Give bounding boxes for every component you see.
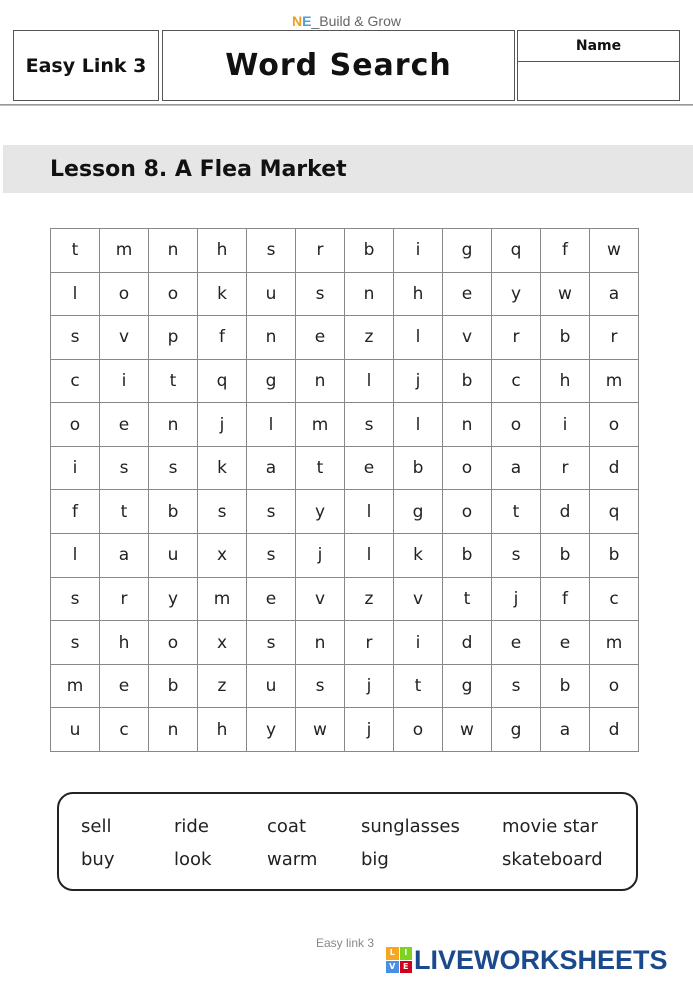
grid-cell[interactable]: y — [492, 273, 541, 317]
word-bank-item: movie star — [502, 816, 598, 837]
grid-cell[interactable]: i — [394, 229, 443, 273]
grid-cell[interactable]: e — [247, 578, 296, 622]
grid-cell[interactable]: c — [590, 578, 639, 622]
liveworksheets-icon-tile: V — [386, 961, 399, 974]
grid-cell[interactable]: m — [590, 360, 639, 404]
grid-cell[interactable]: o — [394, 708, 443, 752]
header-divider — [0, 104, 693, 106]
grid-cell[interactable]: b — [394, 447, 443, 491]
grid-cell[interactable]: a — [541, 708, 590, 752]
grid-cell[interactable]: f — [541, 229, 590, 273]
grid-cell[interactable]: k — [198, 447, 247, 491]
grid-cell[interactable]: g — [443, 665, 492, 709]
grid-cell[interactable]: c — [492, 360, 541, 404]
grid-cell[interactable]: q — [492, 229, 541, 273]
word-bank-item: buy — [81, 849, 115, 870]
name-label: Name — [518, 31, 679, 62]
grid-cell[interactable]: h — [198, 708, 247, 752]
grid-cell[interactable]: n — [296, 621, 345, 665]
grid-cell[interactable]: t — [296, 447, 345, 491]
grid-cell[interactable]: s — [247, 621, 296, 665]
grid-cell[interactable]: b — [541, 534, 590, 578]
grid-cell[interactable]: o — [149, 621, 198, 665]
grid-cell[interactable]: q — [590, 490, 639, 534]
grid-cell[interactable]: b — [541, 316, 590, 360]
grid-cell[interactable]: u — [247, 273, 296, 317]
grid-cell[interactable]: b — [149, 490, 198, 534]
grid-cell[interactable]: e — [443, 273, 492, 317]
grid-cell[interactable]: f — [541, 578, 590, 622]
grid-cell[interactable]: e — [100, 403, 149, 447]
grid-cell[interactable]: s — [247, 490, 296, 534]
grid-cell[interactable]: l — [51, 273, 100, 317]
grid-cell[interactable]: j — [394, 360, 443, 404]
grid-cell[interactable]: a — [247, 447, 296, 491]
footer-page-label: Easy link 3 — [316, 936, 375, 950]
grid-cell[interactable]: r — [541, 447, 590, 491]
grid-cell[interactable]: f — [51, 490, 100, 534]
grid-cell[interactable]: v — [443, 316, 492, 360]
grid-cell[interactable]: m — [198, 578, 247, 622]
grid-cell[interactable]: s — [492, 534, 541, 578]
liveworksheets-logo-text: LIVEWORKSHEETS — [414, 944, 668, 975]
grid-cell[interactable]: j — [296, 534, 345, 578]
liveworksheets-icon-tile: E — [400, 961, 413, 974]
grid-cell[interactable]: t — [51, 229, 100, 273]
grid-cell[interactable]: j — [198, 403, 247, 447]
word-bank-item: skateboard — [502, 849, 603, 870]
liveworksheets-icon-tile: I — [400, 947, 413, 960]
grid-cell[interactable]: t — [394, 665, 443, 709]
word-bank — [57, 792, 638, 891]
grid-cell[interactable]: i — [100, 360, 149, 404]
grid-cell[interactable]: h — [100, 621, 149, 665]
grid-cell[interactable]: w — [590, 229, 639, 273]
grid-cell[interactable]: k — [198, 273, 247, 317]
grid-cell[interactable]: e — [541, 621, 590, 665]
grid-cell[interactable]: s — [51, 621, 100, 665]
grid-cell[interactable]: s — [296, 665, 345, 709]
grid-cell[interactable]: r — [590, 316, 639, 360]
grid-cell[interactable]: m — [100, 229, 149, 273]
grid-cell[interactable]: s — [247, 534, 296, 578]
level-label: Easy Link 3 — [25, 54, 147, 77]
brand-ne — [292, 13, 311, 29]
grid-cell[interactable]: n — [443, 403, 492, 447]
grid-cell[interactable]: s — [51, 578, 100, 622]
grid-cell[interactable]: o — [590, 665, 639, 709]
grid-cell[interactable]: l — [51, 534, 100, 578]
grid-cell[interactable]: k — [394, 534, 443, 578]
grid-cell[interactable]: a — [492, 447, 541, 491]
grid-cell[interactable]: b — [443, 534, 492, 578]
grid-cell[interactable]: t — [492, 490, 541, 534]
word-bank-item: warm — [267, 849, 318, 870]
grid-cell[interactable]: l — [394, 403, 443, 447]
word-search-grid — [50, 228, 639, 752]
lesson-banner — [3, 145, 693, 193]
liveworksheets-icon — [386, 947, 412, 973]
level-box — [13, 30, 159, 101]
grid-cell[interactable]: m — [296, 403, 345, 447]
grid-cell[interactable]: j — [492, 578, 541, 622]
grid-cell[interactable]: c — [100, 708, 149, 752]
grid-cell[interactable]: z — [345, 578, 394, 622]
grid-cell[interactable]: l — [247, 403, 296, 447]
grid-cell[interactable]: s — [100, 447, 149, 491]
grid-cell[interactable]: g — [247, 360, 296, 404]
brand-n: N — [292, 13, 303, 29]
word-bank-item: look — [174, 849, 212, 870]
grid-cell[interactable]: z — [345, 316, 394, 360]
grid-cell[interactable]: j — [345, 665, 394, 709]
grid-cell[interactable]: h — [394, 273, 443, 317]
grid-cell[interactable]: m — [590, 621, 639, 665]
grid-cell[interactable]: w — [541, 273, 590, 317]
word-bank-item: sunglasses — [361, 816, 460, 837]
grid-cell[interactable]: f — [198, 316, 247, 360]
grid-cell[interactable]: i — [394, 621, 443, 665]
grid-cell[interactable]: w — [443, 708, 492, 752]
grid-cell[interactable]: b — [590, 534, 639, 578]
grid-cell[interactable]: g — [492, 708, 541, 752]
grid-cell[interactable]: p — [149, 316, 198, 360]
grid-cell[interactable]: r — [492, 316, 541, 360]
grid-cell[interactable]: y — [149, 578, 198, 622]
grid-cell[interactable]: j — [345, 708, 394, 752]
grid-cell[interactable]: d — [443, 621, 492, 665]
grid-cell[interactable]: x — [198, 534, 247, 578]
grid-cell[interactable]: b — [443, 360, 492, 404]
grid-cell[interactable]: s — [492, 665, 541, 709]
brand-tagline: _Build & Grow — [311, 13, 401, 29]
grid-cell[interactable]: u — [51, 708, 100, 752]
grid-cell[interactable]: e — [345, 447, 394, 491]
grid-cell[interactable]: e — [100, 665, 149, 709]
grid-cell[interactable]: r — [345, 621, 394, 665]
grid-cell[interactable]: e — [492, 621, 541, 665]
grid-cell[interactable]: i — [541, 403, 590, 447]
grid-cell[interactable]: s — [296, 273, 345, 317]
grid-cell[interactable]: l — [345, 490, 394, 534]
grid-cell[interactable]: y — [247, 708, 296, 752]
grid-cell[interactable]: t — [100, 490, 149, 534]
page-title: Word Search — [225, 48, 452, 83]
grid-cell[interactable]: o — [100, 273, 149, 317]
grid-cell[interactable]: s — [198, 490, 247, 534]
grid-cell[interactable]: d — [541, 490, 590, 534]
grid-cell[interactable]: x — [198, 621, 247, 665]
grid-cell[interactable]: l — [345, 360, 394, 404]
grid-cell[interactable]: o — [590, 403, 639, 447]
grid-cell[interactable]: e — [296, 316, 345, 360]
grid-cell[interactable]: o — [149, 273, 198, 317]
grid-cell[interactable]: o — [51, 403, 100, 447]
grid-cell[interactable]: n — [345, 273, 394, 317]
grid-cell[interactable]: o — [492, 403, 541, 447]
grid-cell[interactable]: v — [394, 578, 443, 622]
grid-cell[interactable]: h — [198, 229, 247, 273]
word-bank-item: big — [361, 849, 389, 870]
grid-cell[interactable]: t — [149, 360, 198, 404]
grid-cell[interactable]: b — [345, 229, 394, 273]
grid-cell[interactable]: n — [149, 708, 198, 752]
grid-cell[interactable]: o — [443, 490, 492, 534]
grid-cell[interactable]: s — [345, 403, 394, 447]
liveworksheets-icon-tile: L — [386, 947, 399, 960]
grid-cell[interactable]: m — [51, 665, 100, 709]
brand-logo — [0, 13, 693, 29]
grid-cell[interactable]: r — [100, 578, 149, 622]
name-field[interactable] — [518, 62, 679, 100]
grid-cell[interactable]: l — [345, 534, 394, 578]
word-bank-item: ride — [174, 816, 209, 837]
grid-cell[interactable]: t — [443, 578, 492, 622]
grid-cell[interactable]: b — [149, 665, 198, 709]
grid-cell[interactable]: s — [149, 447, 198, 491]
name-box — [517, 30, 680, 101]
grid-cell[interactable]: d — [590, 708, 639, 752]
grid-cell[interactable]: c — [51, 360, 100, 404]
grid-cell[interactable]: r — [296, 229, 345, 273]
grid-cell[interactable]: s — [247, 229, 296, 273]
grid-cell[interactable]: w — [296, 708, 345, 752]
grid-cell[interactable]: u — [247, 665, 296, 709]
grid-cell[interactable]: l — [394, 316, 443, 360]
brand-e: E — [302, 13, 312, 29]
grid-cell[interactable]: a — [590, 273, 639, 317]
grid-cell[interactable]: g — [394, 490, 443, 534]
lesson-title: Lesson 8. A Flea Market — [50, 156, 347, 182]
grid-cell[interactable]: n — [149, 229, 198, 273]
grid-cell[interactable]: u — [149, 534, 198, 578]
grid-cell[interactable]: i — [51, 447, 100, 491]
grid-cell[interactable]: n — [149, 403, 198, 447]
grid-cell[interactable]: d — [590, 447, 639, 491]
grid-cell[interactable]: g — [443, 229, 492, 273]
grid-cell[interactable]: b — [541, 665, 590, 709]
grid-cell[interactable]: s — [51, 316, 100, 360]
grid-cell[interactable]: v — [296, 578, 345, 622]
word-bank-item: coat — [267, 816, 306, 837]
word-bank-item: sell — [81, 816, 112, 837]
title-box — [162, 30, 515, 101]
liveworksheets-logo[interactable] — [386, 945, 668, 975]
grid-cell[interactable]: h — [541, 360, 590, 404]
grid-cell[interactable]: z — [198, 665, 247, 709]
grid-cell[interactable]: n — [296, 360, 345, 404]
grid-cell[interactable]: a — [100, 534, 149, 578]
grid-cell[interactable]: q — [198, 360, 247, 404]
grid-cell[interactable]: o — [443, 447, 492, 491]
grid-cell[interactable]: y — [296, 490, 345, 534]
grid-cell[interactable]: n — [247, 316, 296, 360]
grid-cell[interactable]: v — [100, 316, 149, 360]
